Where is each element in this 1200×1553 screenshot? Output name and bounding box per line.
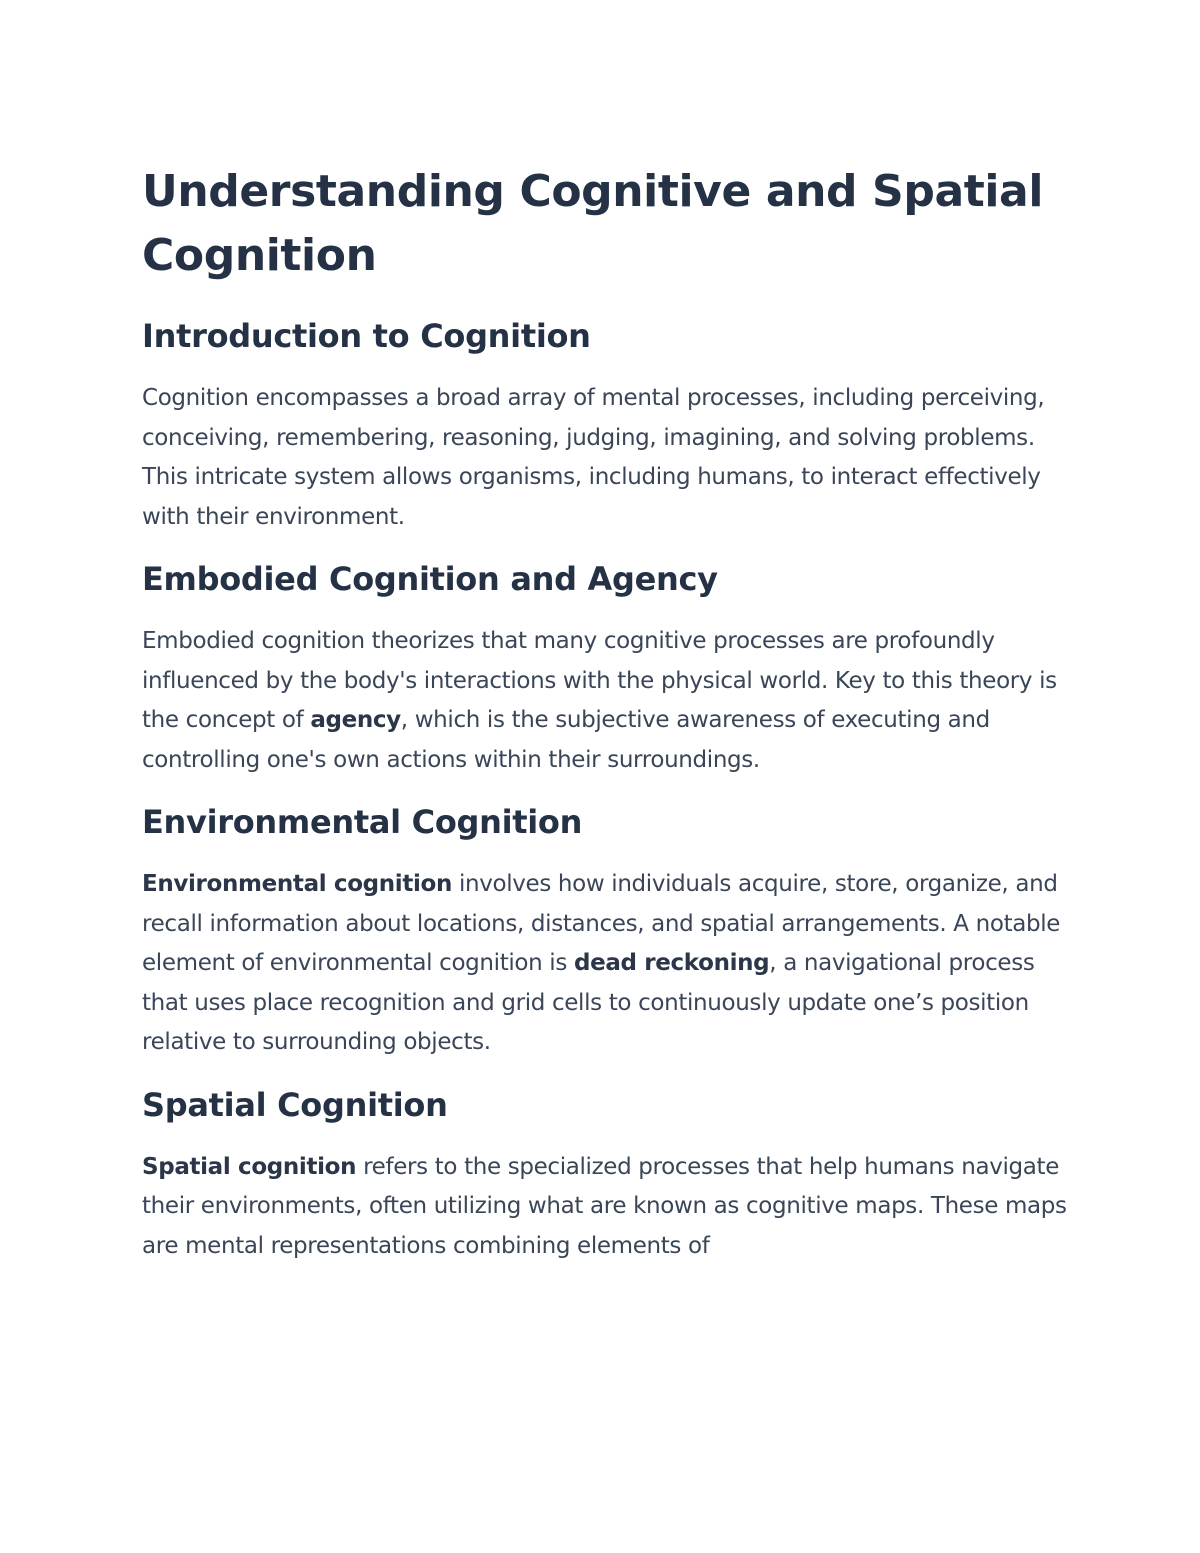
section-paragraph bbox=[142, 865, 1072, 1063]
bold-term-dead-reckoning: dead reckoning bbox=[573, 950, 770, 976]
section-heading: Environmental Cognition bbox=[142, 803, 583, 841]
section-heading: Introduction to Cognition bbox=[142, 317, 591, 355]
bold-term-agency: agency bbox=[310, 707, 401, 733]
section-paragraph bbox=[142, 1148, 1072, 1267]
section-introduction bbox=[142, 316, 1072, 537]
paragraph-text: refers to the specialized processes that help humans navigate their environments, often utilizing what are known as cognitive maps. These maps are mental representations combining elements of bbox=[142, 1153, 1067, 1259]
paragraph-text: , a navigational process that uses place recognition and grid cells to continuously update one’s position relative to surrounding objects. bbox=[142, 950, 1035, 1055]
section-heading: Spatial Cognition bbox=[142, 1085, 448, 1124]
section-embodied-cognition bbox=[142, 559, 1072, 780]
section-paragraph bbox=[142, 379, 1072, 537]
page-title: Understanding Cognitive and Spatial Cognition bbox=[142, 166, 1044, 281]
section-spatial-cognition bbox=[142, 1085, 1072, 1267]
document-page bbox=[142, 160, 1072, 1288]
paragraph-text: Embodied cognition theorizes that many cognitive processes are profoundly influenced by the body's interactions with the physical world. Key to this theory is the concept of bbox=[142, 628, 1057, 733]
section-paragraph bbox=[142, 622, 1072, 780]
bold-term-spatial-cognition: Spatial cognition bbox=[142, 1153, 357, 1180]
paragraph-text: involves how individuals acquire, store, organize, and recall information about locations, distances, and spatial arrangements. A notable element of environmental cognition is bbox=[142, 871, 1061, 976]
section-environmental-cognition bbox=[142, 802, 1072, 1063]
bold-term-environmental-cognition: Environmental cognition bbox=[142, 871, 452, 897]
paragraph-text: , which is the subjective awareness of executing and controlling one's own actions within their surroundings. bbox=[142, 707, 990, 773]
section-heading: Embodied Cognition and Agency bbox=[142, 560, 718, 598]
paragraph-text: Cognition encompasses a broad array of mental processes, including perceiving, conceiving, remembering, reasoning, judging, imagining, and solving problems. This intricate system allows organisms, including humans, to interact effectively with their environment. bbox=[142, 385, 1045, 530]
